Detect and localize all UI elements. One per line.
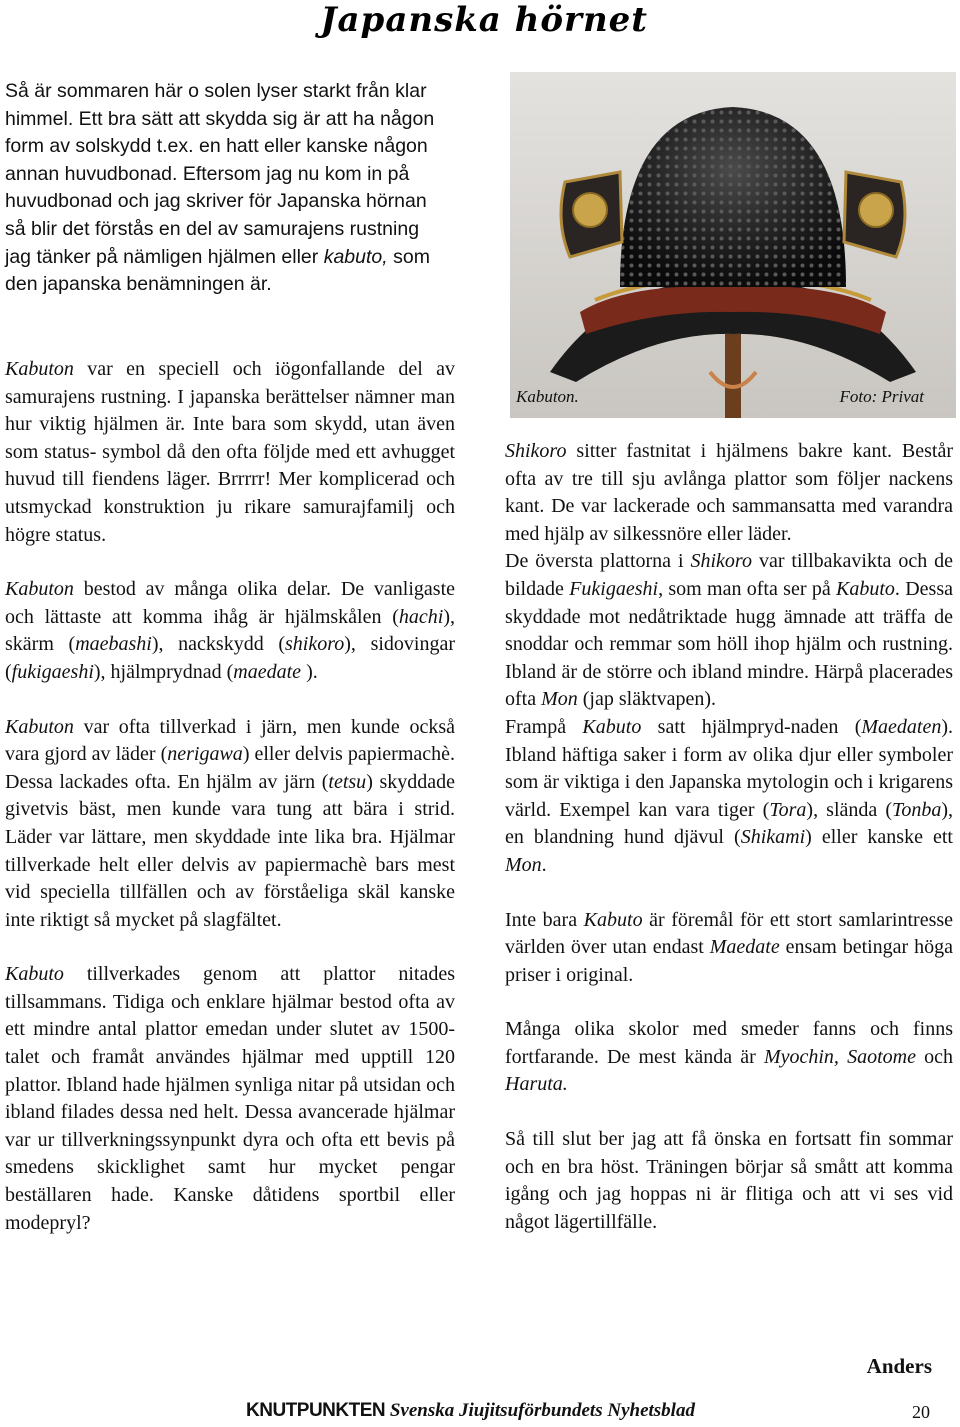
- paragraph-fukigaeshi: De översta plattorna i Shikoro var tillbakavikta och de bildade Fukigaeshi, som man ofta ser på Kabuto. Dessa skyddade mot nedåtriktade hugg ämnade att träffa de snoddar och remmar som höll ihop hjälm och rustning. Ibland är de större och ibland mindre. Härpå placerades ofta Mon (jap släktvapen). Frampå Kabuto satt hjälmpryd-naden (Maedaten). Ibland häftiga saker i form av olika djur eller symboler som är viktiga i den Japanska mytologin och i krigarens värld. Exempel kan vara tiger (Tora), slända (Tonba), en blandning hund djävul (Shikami) eller kanske ett Mon.: [505, 550, 954, 876]
- author-signature: Anders: [866, 1354, 932, 1378]
- paragraph-shikoro: Shikoro sitter fastnitat i hjälmens bakre kant. Består ofta av tre till sju avlånga plattor som följer nackens kant. De var lackerade och sammansatta med varandra med hjälp av silkessnöre eller läder.: [505, 440, 954, 545]
- helmet-illustration: [510, 72, 956, 418]
- footer-brand: KNUTPUNKTEN: [246, 1400, 386, 1421]
- article-left-column-body: [5, 356, 455, 1237]
- kabuto-helmet-photo: [510, 72, 956, 418]
- article-left-column: [5, 78, 447, 326]
- page-title: Japanska hörnet: [320, 0, 648, 40]
- paragraph-kabuto-plates: Kabuto tillverkades genom att plattor nitades tillsammans. Tidiga och enklare hjälmar bestod ofta av ett mindre antal plattor emedan under slutet av 1500-talet och framåt användes hjälmar med upptill 120 plattor. Ibland hade hjälmen synliga nitar på utsidan och ibland filades dessa ned helt. Dessa avancerade hjälmar var ur tillverkningssynpunkt dyra och ofta ett bevis på smedens skicklighet samt hur mycket pengar beställaren hade. Kanske dåtidens sportbil eller modepryl?: [5, 963, 455, 1234]
- paragraph-kabuton-parts: Kabuton bestod av många olika delar. De vanligaste och lättaste att komma ihåg är hjälmskålen (hachi), skärm (maebashi), nackskydd (shikoro), sidovingar (fukigaeshi), hjälmprydnad (maedate ).: [5, 578, 456, 683]
- photo-credit: Foto: Privat: [839, 387, 924, 406]
- article-right-column: [505, 438, 953, 1236]
- paragraph-collectors: Inte bara Kabuto är föremål för ett stort samlarintresse världen över utan endast Maedate ensam betingar höga priser i original.: [505, 908, 954, 986]
- paragraph-kabuton-status: Kabuton var en speciell och iögonfallande del av samurajens rustning. I japanska berättelser nämner man hur viktig hjälmen är. Inte bara som skydd, utan även som status- symbol då den ofta följde med ett avhugget huvud till fiendens läger. Brrrrr! Mer komplicerad och utsmyckad konstruktion ju rikare samurajfamilj och högre status.: [5, 358, 456, 546]
- page-number: 20: [912, 1402, 930, 1422]
- paragraph-closing: Så till slut ber jag att få önska en fortsatt fin sommar och en bra höst. Träningen börjar så smått att komma igång och jag hoppas ni är flitiga och att vi ses vid något lägertillfälle.: [505, 1128, 953, 1233]
- paragraph-schools: Många olika skolor med smeder fanns och finns fortfarande. De mest kända är Myochin, Saotome och Haruta.: [505, 1018, 954, 1096]
- paragraph-intro: Så är sommaren här o solen lyser starkt från klar himmel. Ett bra sätt att skydda sig är att ha någon form av solskydd t.ex. en hatt eller kanske någon annan huvudbonad. Eftersom jag nu kom in på huvudbonad och jag skriver för Japanska hörnan så blir det förstås en del av samurajens rustning jag tänker på nämligen hjälmen eller kabuto, som den japanska benämningen är.: [5, 80, 435, 296]
- photo-caption: Kabuton.: [516, 387, 579, 406]
- footer-subtitle: Svenska Jiujitsuförbundets Nyhetsblad: [389, 1400, 695, 1421]
- paragraph-kabuton-materials: Kabuton var ofta tillverkad i järn, men kunde också vara gjord av läder (nerigawa) eller delvis papiermachè. Dessa lackades ofta. En hjälm av järn (tetsu) skyddade givetvis bäst, men kunde vara tung att bära i strid. Läder var lättare, men skyddade inte lika bra. Hjälmar tillverkade helt eller delvis av papiermachè bars mest vid speciella tillfällen och av förståeliga skäl kanske inte riktigt så mycket på slagfältet.: [5, 715, 456, 931]
- footer: [246, 1400, 695, 1422]
